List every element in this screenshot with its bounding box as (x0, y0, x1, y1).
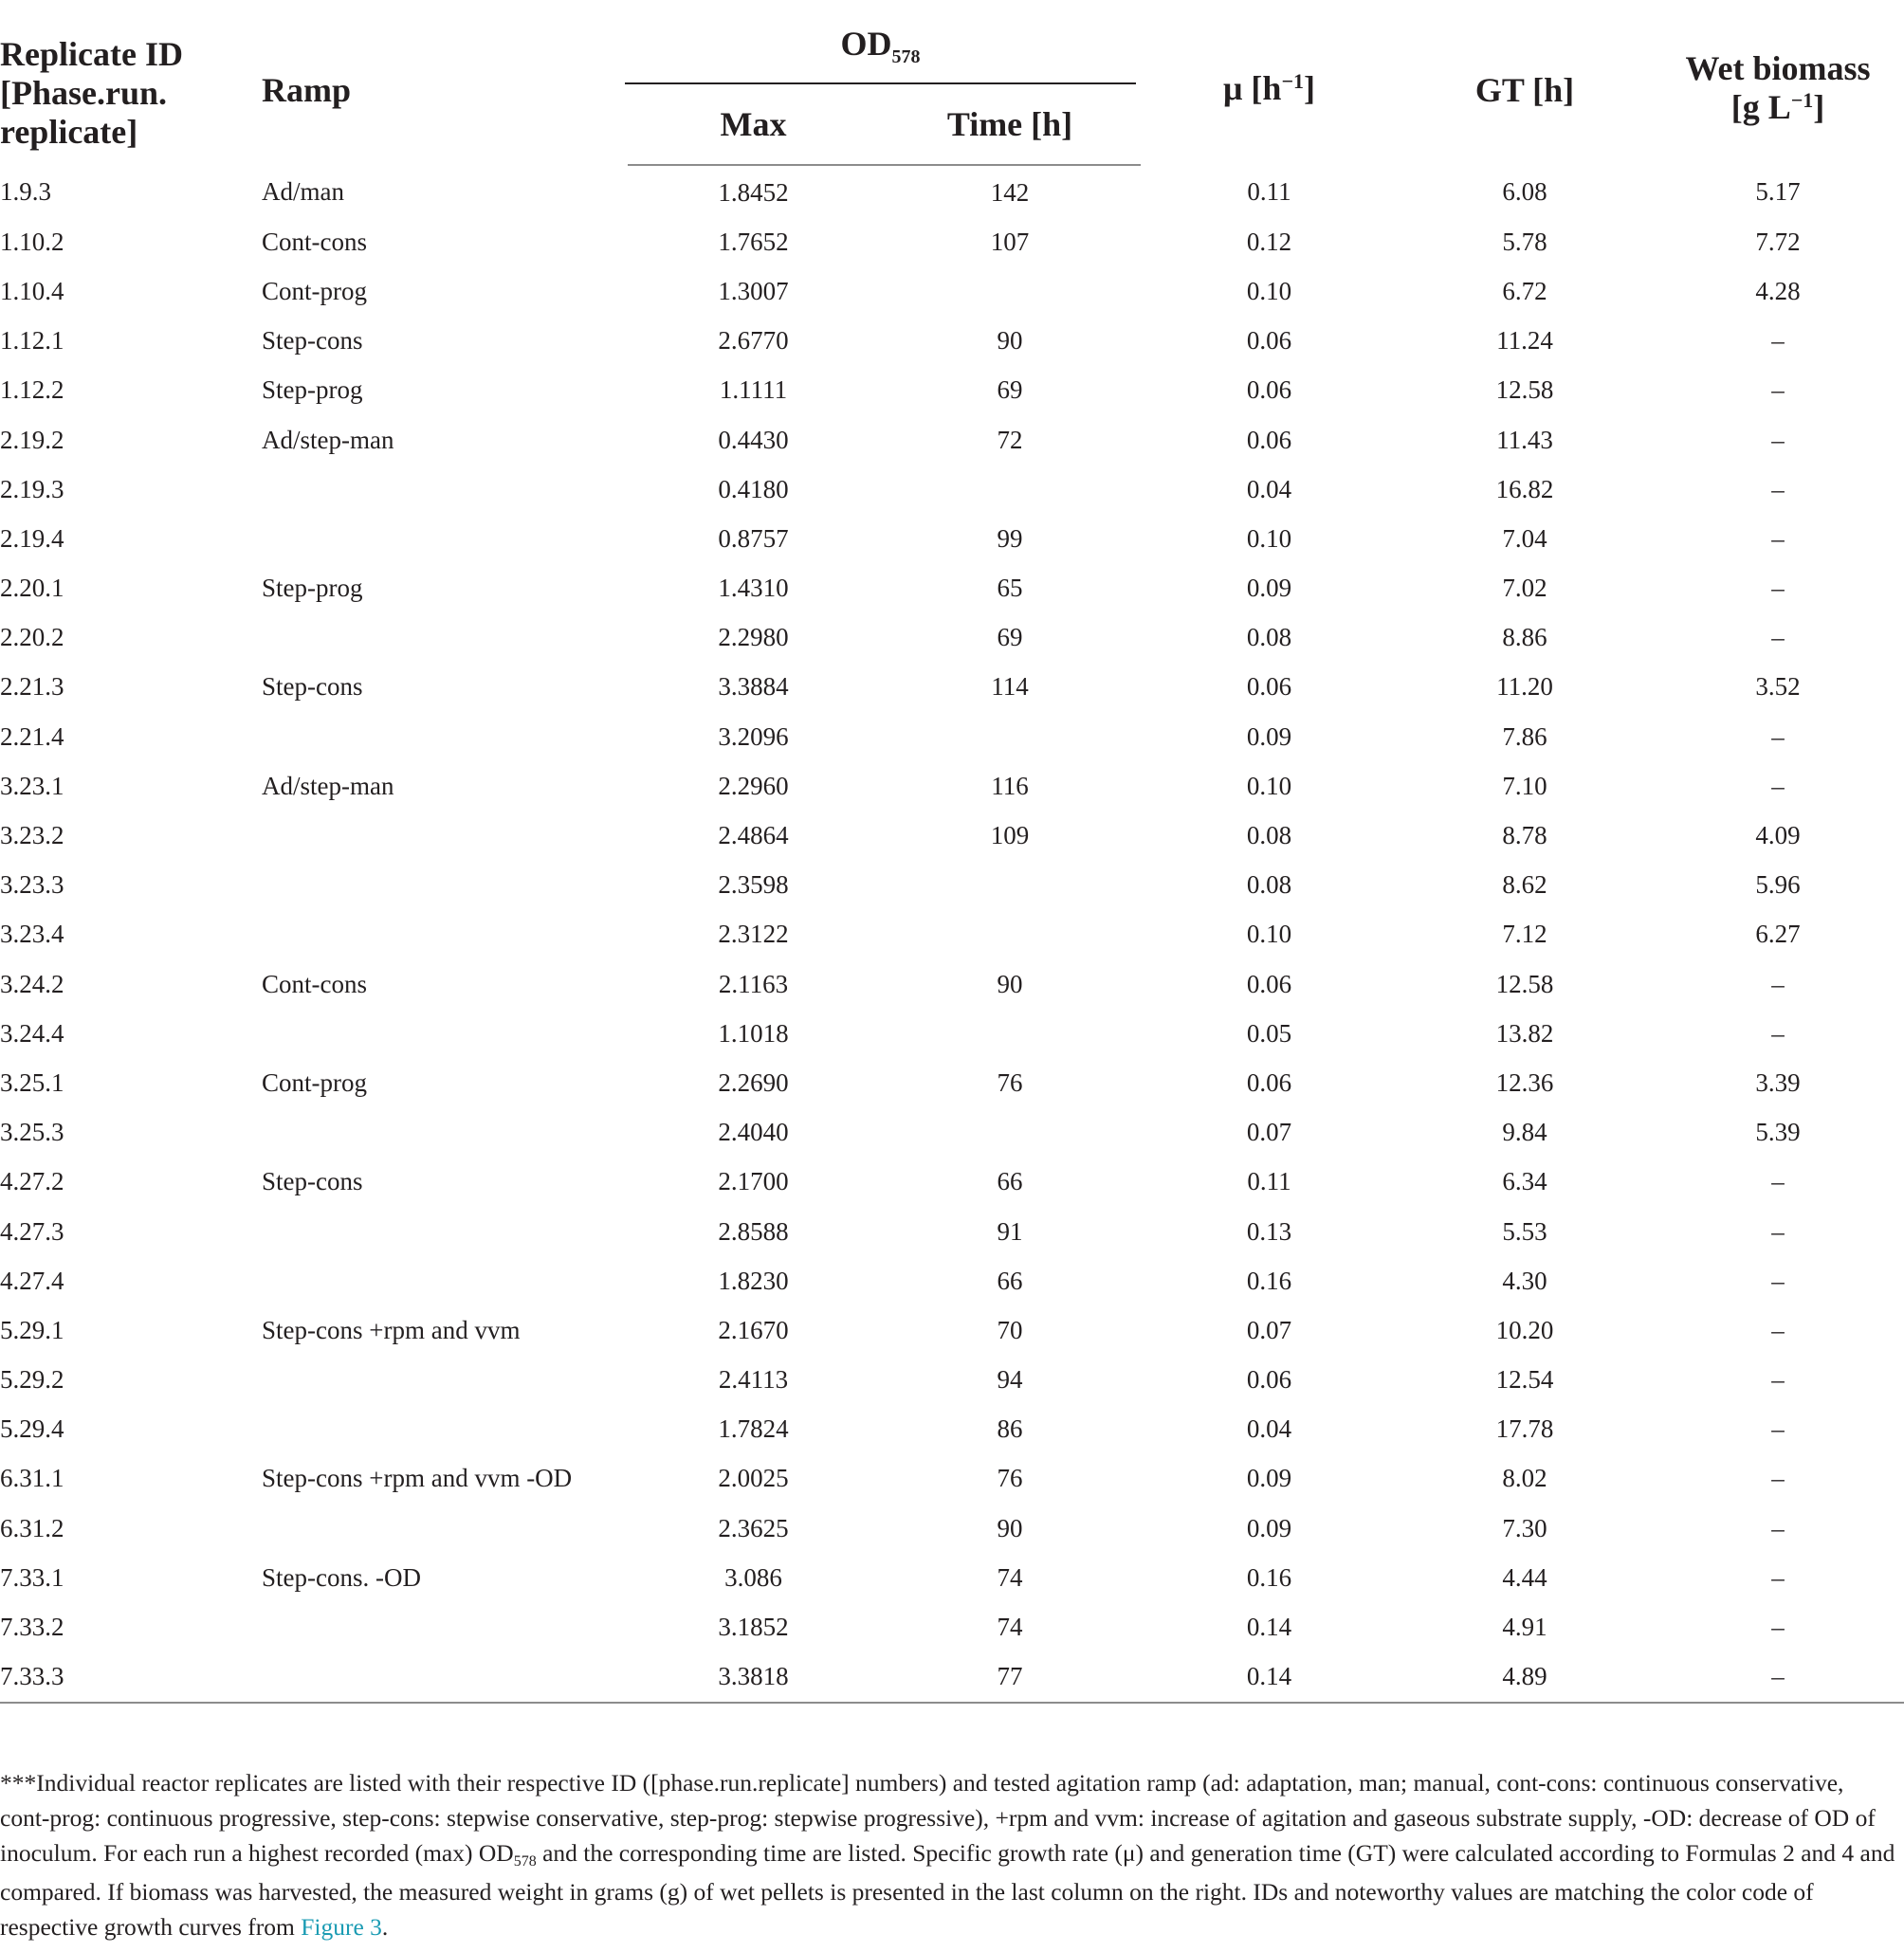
cell-od-max: 2.2690 (718, 1067, 789, 1097)
cell-wet-biomass: – (1771, 474, 1785, 503)
cell-od-max: 1.8452 (718, 177, 789, 207)
cell-ramp (262, 1256, 628, 1305)
header-wb-sup: −1 (1790, 88, 1814, 112)
table-row (0, 1454, 1904, 1504)
cell-mu: 0.09 (1246, 1513, 1292, 1542)
cell-wet-biomass: 4.09 (1755, 821, 1801, 850)
cell-od-max: 3.3818 (628, 1652, 879, 1703)
cell-replicate-id: 1.12.2 (0, 375, 64, 405)
cell-replicate-id: 2.19.3 (0, 474, 64, 503)
header-gt: GT [h] (1474, 70, 1575, 109)
table-row (0, 1058, 1904, 1107)
cell-od-time (879, 266, 1141, 316)
cell-gt: 11.24 (1496, 326, 1553, 356)
cell-od-max: 3.086 (724, 1562, 782, 1592)
cell-gt: 4.89 (1398, 1652, 1652, 1703)
cell-replicate-id: 5.29.1 (0, 1315, 64, 1344)
cell-mu: 0.06 (1246, 672, 1292, 702)
cell-gt: 7.86 (1502, 721, 1547, 751)
cell-od-time: 114 (991, 672, 1029, 702)
cell-ramp (262, 514, 628, 563)
cell-od-time: 65 (997, 574, 1023, 603)
table-row (0, 165, 1904, 217)
cell-mu: 0.14 (1246, 1613, 1292, 1642)
cell-od-max: 3.2096 (718, 721, 789, 751)
cell-od-time: 74 (997, 1613, 1023, 1642)
table-body (0, 165, 1904, 1703)
cell-od-time: 69 (997, 623, 1023, 652)
header-ramp: Ramp (262, 70, 352, 109)
cell-replicate-id: 1.9.3 (0, 177, 51, 207)
cell-ramp: Cont-prog (262, 276, 367, 305)
cell-replicate-id: 2.19.2 (0, 425, 64, 454)
cell-ramp: Step-cons (262, 326, 363, 356)
table-row (0, 1305, 1904, 1355)
cell-wet-biomass: – (1771, 1365, 1785, 1395)
cell-od-time: 91 (997, 1216, 1023, 1246)
header-mu (1141, 15, 1398, 165)
cell-od-time: 66 (997, 1167, 1023, 1196)
cell-ramp (262, 1009, 628, 1058)
footnote-subscript: 578 (513, 1853, 537, 1870)
cell-mu: 0.11 (1247, 177, 1291, 207)
cell-ramp: Step-prog (262, 574, 363, 603)
cell-gt: 7.02 (1502, 574, 1547, 603)
cell-gt: 5.53 (1502, 1216, 1547, 1246)
cell-gt: 12.36 (1495, 1067, 1554, 1097)
cell-gt: 7.30 (1502, 1513, 1547, 1542)
cell-wet-biomass: 5.39 (1755, 1118, 1801, 1147)
cell-od-max: 1.7652 (718, 227, 789, 256)
cell-wet-biomass: – (1771, 969, 1785, 998)
cell-gt: 7.10 (1502, 771, 1547, 800)
cell-gt: 12.54 (1495, 1365, 1554, 1395)
cell-mu: 0.13 (1246, 1216, 1292, 1246)
header-wb-line2 (1652, 88, 1904, 131)
cell-wet-biomass: – (1771, 1167, 1785, 1196)
cell-mu: 0.10 (1246, 276, 1292, 305)
cell-od-max: 1.8230 (718, 1266, 789, 1295)
cell-od-max: 1.1111 (719, 375, 788, 405)
header-od-label (625, 25, 1136, 84)
cell-mu: 0.08 (1246, 870, 1292, 900)
figure-3-link[interactable]: Figure 3 (301, 1913, 382, 1941)
cell-gt: 11.43 (1496, 425, 1553, 454)
cell-replicate-id: 3.23.4 (0, 920, 64, 949)
table-row (0, 861, 1904, 910)
cell-gt: 17.78 (1495, 1414, 1554, 1444)
cell-wet-biomass: 5.96 (1755, 870, 1801, 900)
cell-od-max: 2.3122 (718, 920, 789, 949)
table-row (0, 514, 1904, 563)
table-row (0, 1652, 1904, 1703)
cell-wet-biomass: – (1771, 771, 1785, 800)
header-wb-close: ] (1813, 88, 1825, 126)
cell-ramp: Step-cons +rpm and vvm (262, 1315, 521, 1344)
cell-ramp (262, 1405, 628, 1454)
header-time: Time [h] (879, 84, 1141, 165)
cell-ramp: Cont-cons (262, 969, 367, 998)
cell-gt: 8.78 (1502, 821, 1547, 850)
cell-wet-biomass: – (1771, 1513, 1785, 1542)
cell-mu: 0.06 (1246, 425, 1292, 454)
cell-wet-biomass: – (1771, 1613, 1785, 1642)
table-row (0, 1009, 1904, 1058)
cell-ramp (262, 1504, 628, 1553)
cell-wet-biomass: – (1771, 623, 1785, 652)
table-row (0, 1207, 1904, 1256)
cell-od-max: 2.2980 (718, 623, 789, 652)
cell-replicate-id: 2.21.3 (0, 672, 64, 702)
cell-od-max: 0.4430 (718, 425, 789, 454)
cell-gt: 12.58 (1495, 375, 1554, 405)
footnote-text-2: and the corresponding time are listed. Specific growth rate (μ) and generation time (GT) were calculated according to Formulas 2 and 4 and compared. If biomass was harvested, the measured weight in grams (g) of wet pellets is presented in the last column on the right. IDs and noteworthy values are matching the color code of respective growth curves from (0, 1839, 1895, 1941)
table-row (0, 266, 1904, 316)
cell-replicate-id: 7.33.2 (0, 1613, 64, 1642)
cell-od-time: 90 (997, 969, 1023, 998)
cell-od-time (879, 861, 1141, 910)
cell-gt: 6.72 (1502, 276, 1547, 305)
cell-ramp (262, 811, 628, 860)
cell-mu: 0.09 (1246, 574, 1292, 603)
cell-mu: 0.09 (1246, 721, 1292, 751)
cell-od-time: 99 (997, 523, 1023, 553)
cell-gt: 16.82 (1495, 474, 1554, 503)
cell-od-max: 2.1163 (718, 969, 789, 998)
cell-od-time (879, 1108, 1141, 1158)
cell-od-max: 1.3007 (718, 276, 789, 305)
cell-ramp (262, 1108, 628, 1158)
header-wet-biomass (1652, 15, 1904, 165)
header-od-subscript: 578 (891, 46, 921, 67)
cell-ramp (262, 613, 628, 663)
cell-od-max: 2.1700 (718, 1167, 789, 1196)
table-row (0, 712, 1904, 761)
cell-gt: 13.82 (1495, 1018, 1554, 1048)
footnote-text-1: ***Individual reactor replicates are listed with their respective ID ([phase.run.replicate] numbers) and tested agitation ramp (ad: adaptation, man; manual, cont-cons: continuous conservative, cont-prog: continuous progressive, step-cons: stepwise conservative, step-prog: stepwise progressive), +rpm and vvm: increase of agitation and gaseous substrate supply, -OD: decrease of OD of inoculum. For each run a highest recorded (max) OD (0, 1769, 1876, 1867)
cell-replicate-id: 5.29.2 (0, 1365, 64, 1395)
cell-ramp (262, 712, 628, 761)
footnote-end: . (381, 1913, 389, 1941)
cell-od-max: 1.1018 (718, 1018, 789, 1048)
table-row (0, 1158, 1904, 1207)
cell-od-max: 0.8757 (718, 523, 789, 553)
cell-od-time: 94 (997, 1365, 1023, 1395)
cell-ramp (262, 1356, 628, 1405)
table-row (0, 761, 1904, 811)
cell-od-time: 70 (997, 1315, 1023, 1344)
cell-wet-biomass: – (1771, 1414, 1785, 1444)
header-od-text: OD (840, 25, 892, 63)
cell-gt: 7.04 (1502, 523, 1547, 553)
header-replicate-id-text: Replicate ID [Phase.run. replicate] (0, 34, 183, 151)
cell-ramp: Cont-cons (262, 227, 367, 256)
cell-replicate-id: 2.20.2 (0, 623, 64, 652)
table-row (0, 564, 1904, 613)
cell-replicate-id: 1.10.4 (0, 276, 64, 305)
cell-mu: 0.07 (1246, 1118, 1292, 1147)
cell-wet-biomass: – (1771, 1464, 1785, 1493)
table-row (0, 415, 1904, 465)
cell-ramp (262, 465, 628, 514)
cell-ramp: Step-cons. -OD (262, 1562, 421, 1592)
cell-replicate-id: 7.33.3 (0, 1652, 262, 1703)
table-row (0, 1504, 1904, 1553)
cell-gt: 6.08 (1502, 177, 1547, 207)
table-header (0, 15, 1904, 165)
cell-od-time: 142 (990, 177, 1030, 207)
header-od-group (628, 15, 1141, 84)
cell-replicate-id: 1.10.2 (0, 227, 64, 256)
header-wb-line1: Wet biomass (1685, 49, 1871, 87)
table-row (0, 959, 1904, 1009)
cell-gt: 5.78 (1502, 227, 1547, 256)
cell-wet-biomass: – (1652, 1652, 1904, 1703)
cell-mu: 0.16 (1246, 1562, 1292, 1592)
cell-gt: 6.34 (1502, 1167, 1547, 1196)
cell-replicate-id: 3.24.2 (0, 969, 64, 998)
cell-gt: 7.12 (1502, 920, 1547, 949)
table-row (0, 317, 1904, 366)
table-row (0, 1256, 1904, 1305)
cell-od-max: 1.7824 (718, 1414, 789, 1444)
cell-mu: 0.11 (1247, 1167, 1291, 1196)
cell-mu: 0.10 (1246, 771, 1292, 800)
cell-wet-biomass: 3.39 (1755, 1067, 1801, 1097)
table-row (0, 465, 1904, 514)
cell-od-time: 107 (990, 227, 1030, 256)
cell-mu: 0.12 (1246, 227, 1292, 256)
cell-replicate-id: 4.27.3 (0, 1216, 64, 1246)
cell-od-max: 2.6770 (718, 326, 789, 356)
cell-od-max: 2.0025 (718, 1464, 789, 1493)
cell-mu: 0.09 (1246, 1464, 1292, 1493)
cell-replicate-id: 1.12.1 (0, 326, 64, 356)
cell-wet-biomass: – (1771, 375, 1785, 405)
cell-od-time: 90 (997, 326, 1023, 356)
cell-od-max: 2.3598 (718, 870, 789, 900)
cell-od-time: 66 (997, 1266, 1023, 1295)
cell-wet-biomass: 3.52 (1755, 672, 1801, 702)
cell-mu: 0.06 (1246, 969, 1292, 998)
cell-replicate-id: 4.27.4 (0, 1266, 64, 1295)
cell-gt: 10.20 (1495, 1315, 1554, 1344)
cell-od-max: 2.8588 (718, 1216, 789, 1246)
cell-wet-biomass: – (1771, 1266, 1785, 1295)
cell-od-time: 69 (997, 375, 1023, 405)
cell-od-max: 2.4864 (718, 821, 789, 850)
cell-od-time: 72 (997, 425, 1023, 454)
cell-od-time (879, 910, 1141, 959)
cell-mu: 0.06 (1246, 1067, 1292, 1097)
cell-mu: 0.07 (1246, 1315, 1292, 1344)
cell-ramp: Step-cons +rpm and vvm -OD (262, 1464, 573, 1493)
cell-gt: 4.44 (1502, 1562, 1547, 1592)
cell-ramp: Step-prog (262, 375, 363, 405)
cell-od-max: 1.4310 (718, 574, 789, 603)
table-row (0, 1356, 1904, 1405)
cell-gt: 12.58 (1495, 969, 1554, 998)
cell-wet-biomass: – (1771, 425, 1785, 454)
cell-od-time (879, 465, 1141, 514)
table-row (0, 613, 1904, 663)
header-mu-close: ] (1303, 68, 1315, 107)
header-replicate-id (0, 15, 262, 165)
cell-ramp (262, 1602, 628, 1651)
cell-od-max: 2.4040 (718, 1118, 789, 1147)
cell-ramp (262, 1652, 628, 1703)
cell-od-max: 0.4180 (718, 474, 789, 503)
cell-mu: 0.06 (1246, 1365, 1292, 1395)
cell-ramp (262, 910, 628, 959)
cell-mu: 0.06 (1246, 326, 1292, 356)
cell-ramp: Ad/step-man (262, 771, 394, 800)
cell-od-time: 74 (997, 1562, 1023, 1592)
cell-ramp (262, 1207, 628, 1256)
table-row (0, 1405, 1904, 1454)
cell-wet-biomass: – (1771, 326, 1785, 356)
cell-od-max: 2.4113 (718, 1365, 789, 1395)
cell-od-time: 77 (879, 1652, 1141, 1703)
cell-wet-biomass: – (1771, 523, 1785, 553)
cell-wet-biomass: 4.28 (1755, 276, 1801, 305)
cell-mu: 0.04 (1246, 1414, 1292, 1444)
cell-mu: 0.16 (1246, 1266, 1292, 1295)
cell-od-max: 2.3625 (718, 1513, 789, 1542)
cell-gt: 8.02 (1502, 1464, 1547, 1493)
cell-gt: 4.30 (1502, 1266, 1547, 1295)
table-row (0, 910, 1904, 959)
cell-od-time (879, 1009, 1141, 1058)
cell-od-time: 116 (991, 771, 1029, 800)
cell-ramp: Ad/man (262, 177, 344, 207)
cell-ramp: Step-cons (262, 1167, 363, 1196)
cell-ramp: Cont-prog (262, 1067, 367, 1097)
cell-replicate-id: 7.33.1 (0, 1562, 64, 1592)
cell-wet-biomass: – (1771, 1562, 1785, 1592)
header-mu-sup: −1 (1281, 68, 1304, 93)
cell-replicate-id: 4.27.2 (0, 1167, 64, 1196)
cell-wet-biomass: – (1771, 1216, 1785, 1246)
table-row (0, 1553, 1904, 1602)
table-row (0, 1602, 1904, 1651)
cell-gt: 9.84 (1502, 1118, 1547, 1147)
replicate-table (0, 15, 1904, 1704)
cell-gt: 4.91 (1502, 1613, 1547, 1642)
cell-replicate-id: 3.23.3 (0, 870, 64, 900)
cell-od-max: 3.3884 (718, 672, 789, 702)
cell-wet-biomass: 7.72 (1755, 227, 1801, 256)
cell-od-time: 90 (997, 1513, 1023, 1542)
header-max: Max (628, 84, 879, 165)
cell-mu: 0.14 (1141, 1652, 1398, 1703)
table-row (0, 1108, 1904, 1158)
cell-replicate-id: 3.23.1 (0, 771, 64, 800)
cell-replicate-id: 3.25.1 (0, 1067, 64, 1097)
cell-replicate-id: 3.24.4 (0, 1018, 64, 1048)
cell-mu: 0.10 (1246, 920, 1292, 949)
cell-replicate-id: 3.23.2 (0, 821, 64, 850)
cell-wet-biomass: – (1771, 721, 1785, 751)
cell-od-max: 2.1670 (718, 1315, 789, 1344)
cell-mu: 0.08 (1246, 821, 1292, 850)
cell-od-max: 3.1852 (718, 1613, 789, 1642)
cell-mu: 0.06 (1246, 375, 1292, 405)
table-footnote (0, 1765, 1896, 1944)
header-wb-text: [g L (1730, 88, 1791, 126)
cell-wet-biomass: 5.17 (1755, 177, 1801, 207)
cell-gt: 8.62 (1502, 870, 1547, 900)
cell-od-max: 2.2960 (718, 771, 789, 800)
cell-od-time: 76 (997, 1067, 1023, 1097)
cell-od-time (879, 712, 1141, 761)
cell-mu: 0.04 (1246, 474, 1292, 503)
cell-replicate-id: 2.20.1 (0, 574, 64, 603)
table-row (0, 366, 1904, 415)
cell-replicate-id: 6.31.2 (0, 1513, 64, 1542)
table-row (0, 811, 1904, 860)
cell-mu: 0.05 (1246, 1018, 1292, 1048)
header-mu-text: μ [h (1223, 68, 1282, 107)
cell-wet-biomass: – (1771, 1018, 1785, 1048)
cell-ramp: Ad/step-man (262, 425, 394, 454)
cell-od-time: 109 (990, 821, 1030, 850)
cell-od-time: 86 (997, 1414, 1023, 1444)
table-row (0, 217, 1904, 266)
cell-gt: 8.86 (1502, 623, 1547, 652)
cell-ramp (262, 861, 628, 910)
cell-mu: 0.10 (1246, 523, 1292, 553)
cell-replicate-id: 6.31.1 (0, 1464, 64, 1493)
cell-wet-biomass: – (1771, 574, 1785, 603)
cell-wet-biomass: 6.27 (1755, 920, 1801, 949)
cell-mu: 0.08 (1246, 623, 1292, 652)
cell-od-time: 76 (997, 1464, 1023, 1493)
cell-replicate-id: 2.21.4 (0, 721, 64, 751)
cell-replicate-id: 5.29.4 (0, 1414, 64, 1444)
cell-replicate-id: 2.19.4 (0, 523, 64, 553)
cell-ramp: Step-cons (262, 672, 363, 702)
cell-wet-biomass: – (1771, 1315, 1785, 1344)
cell-replicate-id: 3.25.3 (0, 1118, 64, 1147)
cell-gt: 11.20 (1496, 672, 1553, 702)
table-row (0, 663, 1904, 712)
